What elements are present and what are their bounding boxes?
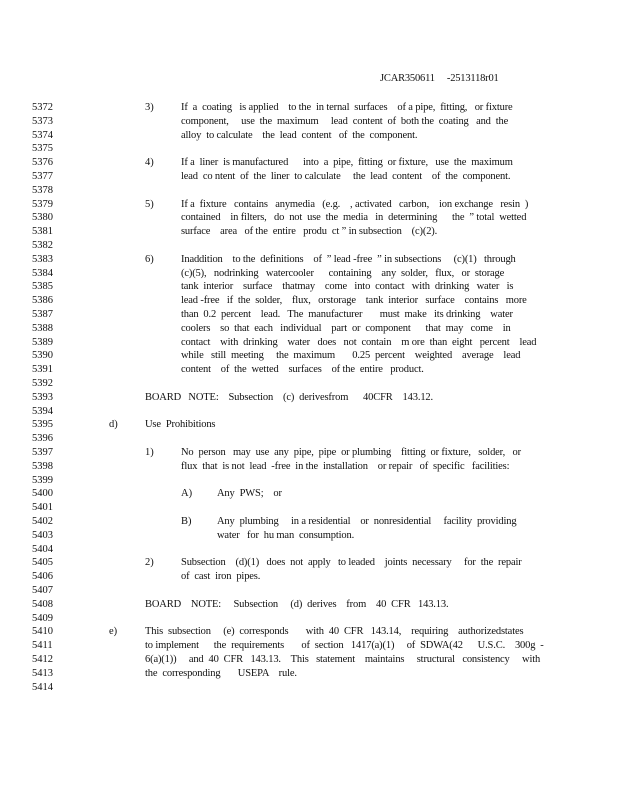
line-number: 5404: [32, 543, 53, 555]
line-number: 5406: [32, 571, 53, 583]
item-6-line: lead -free if the solder, flux, orstorage tank interior surface contains more: [181, 295, 527, 307]
line-number: 5377: [32, 171, 53, 182]
line-number: 5407: [32, 585, 53, 596]
section-heading-d: Use Prohibitions: [145, 419, 216, 431]
line-number: 5387: [32, 309, 53, 320]
item-5-line: If a fixture contains anymedia (e.g. , activated carbon, ion exchange resin ): [181, 198, 529, 210]
line-number: 5395: [32, 419, 53, 431]
line-number: 5414: [32, 681, 53, 693]
item-dB-line: water for hu man consumption.: [217, 529, 355, 541]
line-number: 5410: [32, 626, 53, 638]
line-number: 5409: [32, 612, 53, 624]
item-label-3: 3): [145, 102, 154, 113]
section-label-d: d): [109, 419, 118, 431]
line-number: 5376: [32, 157, 53, 169]
item-label-5: 5): [145, 198, 154, 210]
item-6-line: coolers so that each individual part or component that may come in: [181, 322, 511, 334]
item-5-line: surface area of the entire produ ct ” in subsection (c)(2).: [181, 226, 438, 238]
line-number: 5378: [32, 184, 53, 196]
line-number: 5375: [32, 143, 53, 155]
line-number: 5394: [32, 405, 53, 417]
board-note-c: BOARD NOTE: Subsection (c) derivesfrom 40CFR 143.12.: [145, 391, 434, 403]
line-number: 5383: [32, 253, 53, 265]
line-number: 5374: [32, 129, 53, 141]
line-number: 5372: [32, 102, 53, 113]
line-number: 5411: [32, 640, 53, 652]
line-number: 5393: [32, 391, 53, 403]
section-label-e: e): [109, 626, 118, 638]
item-3-line: component, use the maximum lead content of both the coating and the: [181, 115, 509, 127]
section-e-line: to implement the requirements of section 1417(a)(1) of SDWA(42 U.S.C. 300g -: [145, 640, 544, 652]
section-e-line: 6(a)(1)) and 40 CFR 143.13. This statement maintains structural consistency with: [145, 654, 541, 665]
line-number: 5401: [32, 502, 53, 514]
line-number: 5380: [32, 212, 53, 224]
line-number: 5403: [32, 529, 53, 541]
section-e-line: This subsection (e) corresponds with 40 CFR 143.14, requiring authorizedstates: [145, 626, 524, 638]
item-label-d1: 1): [145, 447, 154, 458]
item-4-line: lead co ntent of the liner to calculate the lead content of the component.: [181, 171, 511, 182]
line-number: 5386: [32, 295, 53, 307]
item-label-4: 4): [145, 157, 154, 169]
item-6-line: while still meeting the maximum 0.25 percent weighted average lead: [181, 350, 521, 362]
item-3-line: If a coating is applied to the in ternal surfaces of a pipe, fitting, or fixture: [181, 102, 513, 113]
line-number: 5390: [32, 350, 53, 362]
item-6-line: Inaddition to the definitions of ” lead -free ” in subsections (c)(1) through: [181, 253, 516, 265]
item-3-line: alloy to calculate the lead content of the component.: [181, 129, 418, 141]
line-number: 5400: [32, 488, 53, 500]
document-id-header: JCAR350611 -2513118r01: [380, 73, 499, 84]
line-number: 5373: [32, 115, 53, 127]
line-number: 5397: [32, 447, 53, 458]
item-4-line: If a liner is manufactured into a pipe, fitting or fixture, use the maximum: [181, 157, 513, 169]
item-d2-line: Subsection (d)(1) does not apply to leaded joints necessary for the repair: [181, 557, 522, 569]
line-number: 5392: [32, 378, 53, 389]
line-number: 5396: [32, 433, 53, 445]
item-label-dB: B): [181, 516, 192, 527]
item-6-line: content of the wetted surfaces of the entire product.: [181, 364, 424, 376]
line-number: 5412: [32, 654, 53, 665]
section-e-line: the corresponding USEPA rule.: [145, 667, 297, 679]
item-dA-text: Any PWS; or: [217, 488, 282, 500]
item-d1-line: No person may use any pipe, pipe or plumbing fitting or fixture, solder, or: [181, 447, 521, 458]
line-number: 5381: [32, 226, 53, 238]
line-number: 5388: [32, 322, 53, 334]
item-5-line: contained in filters, do not use the media in determining the ” total wetted: [181, 212, 527, 224]
item-label-6: 6): [145, 253, 154, 265]
line-number: 5398: [32, 460, 53, 472]
item-d1-line: flux that is not lead -free in the installation or repair of specific facilities:: [181, 460, 510, 472]
item-label-dA: A): [181, 488, 193, 500]
line-number: 5413: [32, 667, 53, 679]
item-6-line: than 0.2 percent lead. The manufacturer must make its drinking water: [181, 309, 513, 320]
line-number: 5379: [32, 198, 53, 210]
line-number: 5384: [32, 267, 53, 279]
item-dB-line: Any plumbing in a residential or nonresidential facility providing: [217, 516, 517, 527]
line-number: 5402: [32, 516, 53, 527]
line-number: 5408: [32, 598, 53, 610]
line-number: 5389: [32, 336, 53, 348]
line-number: 5385: [32, 281, 53, 293]
item-6-line: tank interior surface thatmay come into contact with drinking water is: [181, 281, 514, 293]
item-label-d2: 2): [145, 557, 154, 569]
board-note-d: BOARD NOTE: Subsection (d) derives from 40 CFR 143.13.: [145, 598, 449, 610]
line-number: 5391: [32, 364, 53, 376]
item-d2-line: of cast iron pipes.: [181, 571, 261, 583]
line-number: 5405: [32, 557, 53, 569]
item-6-line: contact with drinking water does not contain m ore than eight percent lead: [181, 336, 537, 348]
line-number: 5382: [32, 240, 53, 251]
line-number: 5399: [32, 474, 53, 486]
item-6-line: (c)(5), nodrinking watercooler containing any solder, flux, or storage: [181, 267, 505, 279]
